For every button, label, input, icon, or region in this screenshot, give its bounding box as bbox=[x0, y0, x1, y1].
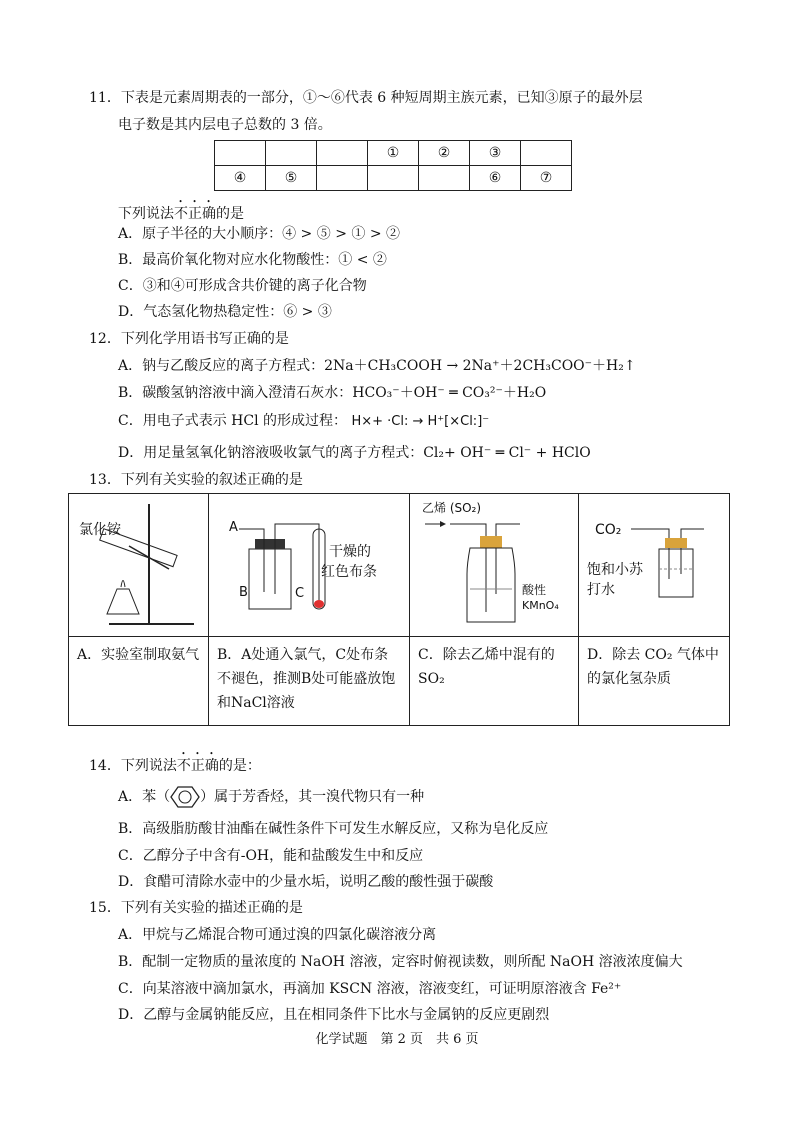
caption-d: D．除去 CO₂ 气体中的氯化氢杂质 bbox=[587, 647, 719, 687]
table-cell: ⑦ bbox=[521, 166, 572, 191]
fig-c-label: KMnO₄ bbox=[522, 599, 559, 612]
q12-option-c bbox=[118, 411, 489, 432]
fig-a-label: 氯化铵 bbox=[79, 522, 121, 538]
table-cell bbox=[317, 141, 368, 166]
emphasis-text: 不正确 bbox=[174, 206, 216, 222]
ask-text: 14．下列说法 bbox=[89, 758, 177, 774]
fig-d-label: 饱和小苏 bbox=[587, 562, 643, 578]
fig-b-label: B bbox=[239, 585, 248, 600]
table-cell: ① bbox=[368, 141, 419, 166]
fig-co2-setup bbox=[579, 494, 729, 636]
q14-option-c: C．乙醇分子中含有-OH，能和盐酸发生中和反应 bbox=[118, 848, 424, 864]
ask-text: 下列说法 bbox=[118, 206, 174, 222]
fig-c-label: 酸性 bbox=[522, 583, 547, 597]
fig-ammonia-setup bbox=[69, 494, 208, 636]
q11-option-c: C．③和④可形成含共价键的离子化合物 bbox=[118, 278, 367, 294]
table-cell: ④ bbox=[215, 166, 266, 191]
table-cell bbox=[215, 141, 266, 166]
fig-b-label: 干燥的 bbox=[329, 544, 371, 560]
q12-option-b: B．碳酸氢钠溶液中滴入澄清石灰水：HCO₃⁻＋OH⁻ ═ CO₃²⁻＋H₂O bbox=[118, 385, 547, 401]
table-cell: ⑤ bbox=[266, 166, 317, 191]
q14-option-d: D．食醋可清除水壶中的少量水垢，说明乙酸的酸性强于碳酸 bbox=[118, 874, 494, 890]
caption-b: B．A处通入氯气，C处布条不褪色，推测B处可能盛放饱和NaCl溶液 bbox=[217, 647, 396, 711]
fig-b-label: 红色布条 bbox=[321, 564, 377, 580]
table-cell: ③ bbox=[470, 141, 521, 166]
table-cell: ② bbox=[419, 141, 470, 166]
q11-ask bbox=[118, 198, 244, 224]
q14-option-a bbox=[118, 785, 424, 809]
table-row bbox=[215, 166, 572, 191]
fig-b-label: C bbox=[295, 586, 305, 601]
option-text: ）属于芳香烃，其一溴代物只有一种 bbox=[200, 789, 425, 805]
q11-option-a: A．原子半径的大小顺序：④ > ⑤ > ① > ② bbox=[118, 226, 401, 242]
table-cell bbox=[266, 141, 317, 166]
q11-option-d: D．气态氢化物热稳定性：⑥ > ③ bbox=[118, 304, 332, 320]
emphasis-text: 不正确 bbox=[176, 758, 219, 774]
q15-option-a: A．甲烷与乙烯混合物可通过溴的四氯化碳溶液分离 bbox=[118, 927, 437, 943]
q11-stem-line1: 11．下表是元素周期表的一部分，①～⑥代表 6 种短周期主族元素，已知③原子的最外层 bbox=[89, 90, 643, 106]
ask-text: 的是： bbox=[218, 758, 261, 774]
fig-d-label: CO₂ bbox=[595, 522, 622, 538]
table-cell bbox=[317, 166, 368, 191]
q15-option-c: C．向某溶液中滴加氯水，再滴加 KSCN 溶液，溶液变红，可证明原溶液含 Fe²⁺ bbox=[118, 981, 622, 997]
table-cell: ⑥ bbox=[470, 166, 521, 191]
q14-option-b: B．高级脂肪酸甘油酯在碱性条件下可发生水解反应，又称为皂化反应 bbox=[118, 821, 549, 837]
q12-option-d: D．用足量氢氧化钠溶液吸收氯气的离子方程式：Cl₂+ OH⁻ ═ Cl⁻ + HClO bbox=[118, 445, 591, 461]
caption-a: A．实验室制取氨气 bbox=[77, 647, 200, 663]
q12-option-a: A．钠与乙酸反应的离子方程式：2Na＋CH₃COOH → 2Na⁺＋2CH₃COO⁻＋H₂↑ bbox=[118, 358, 636, 374]
fig-chlorine-setup bbox=[209, 494, 409, 636]
experiment-table bbox=[68, 493, 730, 726]
ask-text: 的是 bbox=[216, 206, 244, 222]
fig-b-label: A bbox=[229, 520, 238, 535]
periodic-table-fragment bbox=[214, 140, 572, 191]
fig-c-label: 乙烯 (SO₂) bbox=[422, 501, 482, 515]
benzene-ring-icon bbox=[170, 785, 200, 809]
q11-option-b: B．最高价氧化物对应水化物酸性：① < ② bbox=[118, 252, 387, 268]
q15-option-d: D．乙醇与金属钠能反应，且在相同条件下比水与金属钠的反应更剧烈 bbox=[118, 1007, 550, 1023]
page-footer: 化学试题 第 2 页 共 6 页 bbox=[315, 1032, 479, 1047]
option-text: C．用电子式表示 HCl 的形成过程： bbox=[118, 413, 348, 429]
fig-ethylene-setup bbox=[410, 494, 578, 636]
caption-c: C．除去乙烯中混有的 SO₂ bbox=[418, 647, 555, 687]
q14-ask bbox=[89, 750, 261, 776]
q15-option-b: B．配制一定物质的量浓度的 NaOH 溶液，定容时俯视读数，则所配 NaOH 溶液浓度偏大 bbox=[118, 954, 683, 970]
table-cell bbox=[419, 166, 470, 191]
table-row bbox=[215, 141, 572, 166]
q12-stem: 12．下列化学用语书写正确的是 bbox=[89, 331, 289, 347]
q15-stem: 15．下列有关实验的描述正确的是 bbox=[89, 900, 303, 916]
q13-stem: 13．下列有关实验的叙述正确的是 bbox=[89, 472, 303, 488]
table-cell bbox=[521, 141, 572, 166]
fig-d-label: 打水 bbox=[587, 582, 615, 598]
q11-stem-line2: 电子数是其内层电子总数的 3 倍。 bbox=[118, 117, 332, 133]
option-text: A．苯（ bbox=[118, 789, 171, 805]
table-cell bbox=[368, 166, 419, 191]
electron-formula: H×+ ·Cl: → H⁺[×Cl:]⁻ bbox=[351, 414, 490, 429]
